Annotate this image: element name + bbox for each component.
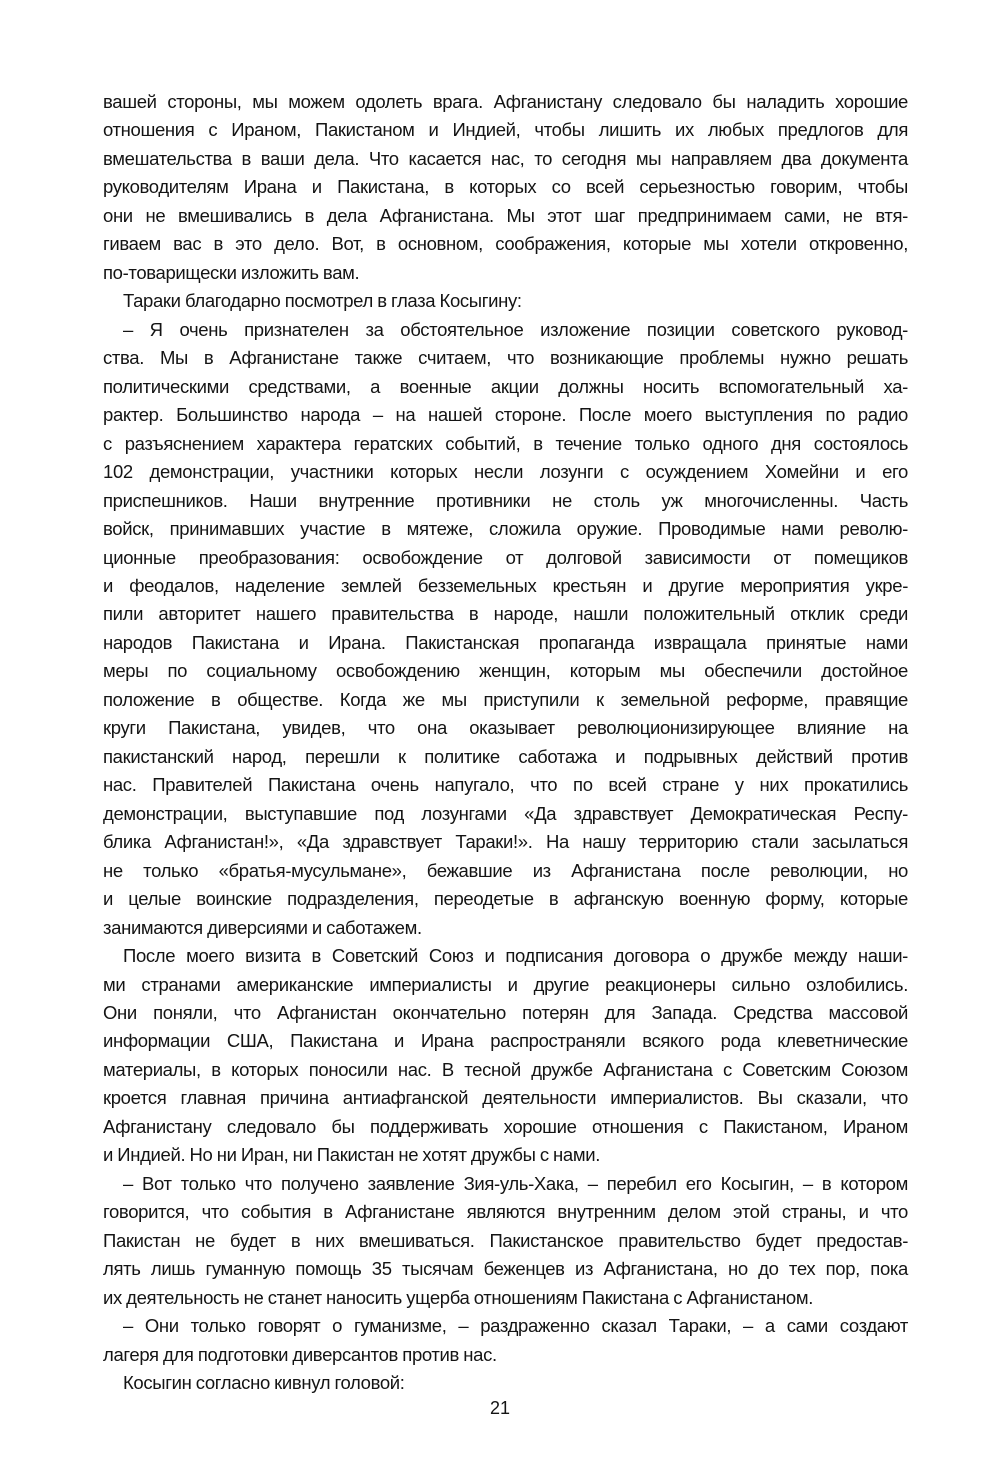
text-line: приспешников. Наши внутренние противники не столь уж многочисленны. Часть [103, 489, 908, 511]
text-line: с разъяснением характера гератских событий, в течение только одного дня состоялось [103, 432, 908, 454]
text-line: положение в обществе. Когда же мы приступили к земельной реформе, правящие [103, 688, 908, 710]
text-line: отношения с Ираном, Пакистаном и Индией, чтобы лишить их любых предлогов для [103, 119, 908, 141]
text-line: ционные преобразования: освобождение от долговой зависимости от помещиков [103, 546, 908, 568]
text-line: Афганистану следовало бы поддерживать хорошие отношения с Пакистаном, Ираном [103, 1115, 908, 1137]
text-line: блика Афганистан!», «Да здравствует Тараки!». На нашу территорию стали засылаться [103, 831, 908, 853]
text-line: Пакистан не будет в них вмешиваться. Пакистанское правительство будет предостав- [103, 1229, 908, 1251]
paragraph [103, 88, 908, 287]
paragraph [103, 287, 908, 315]
text-line: не только «братья-мусульмане», бежавшие из Афганистана после революции, но [103, 859, 908, 881]
text-line: вашей стороны, мы можем одолеть врага. Афганистану следовало бы наладить хорошие [103, 91, 908, 112]
paragraph [103, 1369, 908, 1397]
text-line: войск, принимавших участие в мятеже, сложила оружие. Проводимые нами револю- [103, 518, 908, 540]
text-line: они не вмешивались в дела Афганистана. Мы этот шаг предпринимаем сами, не втя- [103, 204, 908, 226]
text-line: пили авторитет нашего правительства в народе, нашли положительный отклик среди [103, 603, 908, 625]
text-line: и феодалов, наделение землей безземельных крестьян и другие мероприятия укре- [103, 574, 908, 596]
text-line: материалы, в которых поносили нас. В тесной дружбе Афганистана с Советским Союзом [103, 1058, 908, 1080]
text-line: круги Пакистана, увидев, что она оказывает революционизирующее влияние на [103, 717, 908, 739]
text-line: по-товарищески изложить вам. [103, 261, 360, 283]
paragraph [103, 942, 908, 1170]
page-number: 21 [489, 1398, 511, 1418]
text-line: информации США, Пакистана и Ирана распространяли всякого рода клеветнические [103, 1030, 908, 1052]
text-line: После моего визита в Советский Союз и подписания договора о дружбе между наши- [123, 945, 908, 967]
text-line: – Я очень признателен за обстоятельное изложение позиции советского руковод- [123, 318, 908, 340]
text-line: кроется главная причина антиафганской деятельности империалистов. Вы сказали, что [103, 1087, 908, 1109]
paragraph [103, 316, 908, 942]
text-line: Они поняли, что Афганистан окончательно потерян для Запада. Средства массовой [103, 1002, 908, 1023]
text-line: – Вот только что получено заявление Зия-уль-Хака, – перебил его Косыгин, – в котором [123, 1172, 908, 1194]
text-line: – Они только говорят о гуманизме, – раздраженно сказал Тараки, – а сами создают [123, 1315, 908, 1337]
paragraph [103, 1170, 908, 1312]
text-line: Тараки благодарно посмотрел в глаза Косыгину: [123, 290, 522, 312]
text-line: гиваем вас в это дело. Вот, в основном, соображения, которые мы хотели откровенно, [103, 233, 908, 255]
text-line: политическими средствами, а военные акции должны носить вспомогательный ха- [103, 375, 908, 397]
text-line: ства. Мы в Афганистане также считаем, что возникающие проблемы нужно решать [103, 347, 908, 369]
text-line: рактер. Большинство народа – на нашей стороне. После моего выступления по радио [103, 404, 908, 426]
text-line: меры по социальному освобождению женщин, которым мы обеспечили достойное [103, 660, 908, 682]
text-line: их деятельность не станет наносить ущерба отношениям Пакистана с Афганистаном. [103, 1286, 814, 1308]
text-line: вмешательства в ваши дела. Что касается нас, то сегодня мы направляем два документа [103, 147, 908, 169]
text-line: занимаются диверсиями и саботажем. [103, 916, 422, 938]
text-line: нас. Правителей Пакистана очень напугало, что по всей стране у них прокатились [103, 774, 908, 796]
text-line: Косыгин согласно кивнул головой: [123, 1372, 405, 1394]
text-line: руководителям Ирана и Пакистана, в которых со всей серьезностью говорим, чтобы [103, 176, 908, 198]
text-line: демонстрации, выступавшие под лозунгами «Да здравствует Демократическая Респу- [103, 802, 908, 824]
page-body-text [103, 88, 908, 1398]
text-line: и Индией. Но ни Иран, ни Пакистан не хотят дружбы с нами. [103, 1144, 600, 1166]
text-line: пакистанский народ, перешли к политике саботажа и подрывных действий против [103, 745, 908, 767]
text-line: говорится, что события в Афганистане являются внутренним делом этой страны, и что [103, 1201, 908, 1223]
text-line: 102 демонстрации, участники которых несли лозунги с осуждением Хомейни и его [103, 461, 908, 483]
paragraph [103, 1312, 908, 1369]
text-line: ми странами американские империалисты и другие реакционеры сильно озлобились. [103, 973, 908, 995]
text-line: и целые воинские подразделения, переодетые в афганскую военную форму, которые [103, 888, 908, 910]
text-line: лять лишь гуманную помощь 35 тысячам беженцев из Афганистана, но до тех пор, пока [103, 1258, 908, 1280]
text-line: народов Пакистана и Ирана. Пакистанская пропаганда извращала принятые нами [103, 631, 908, 653]
text-line: лагеря для подготовки диверсантов против нас. [103, 1343, 497, 1365]
